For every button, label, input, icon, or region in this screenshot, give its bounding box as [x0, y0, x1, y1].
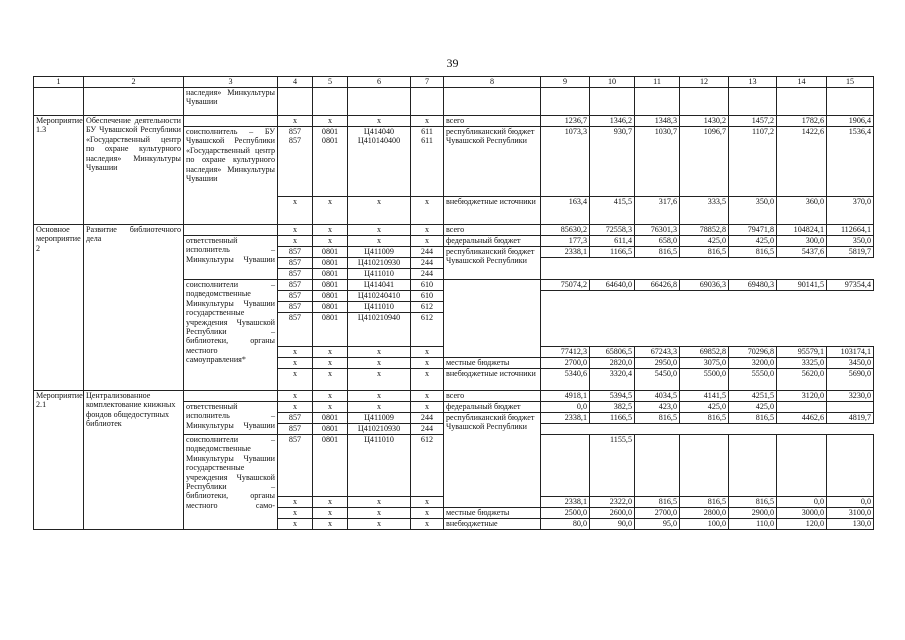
value-cell: 66426,8 — [635, 280, 680, 291]
column-header: 10 — [590, 77, 635, 88]
value-cell: 79471,8 — [729, 225, 777, 236]
value-cell: 5819,7 — [827, 247, 874, 258]
value-cell: 85630,2 — [541, 225, 590, 236]
value-cell: 112664,1 — [827, 225, 874, 236]
code-cell: 0801 — [313, 413, 348, 424]
value-cell: 5340,6 — [541, 369, 590, 391]
code-cell: 857 — [278, 291, 313, 302]
column-header: 6 — [348, 77, 411, 88]
value-cell: 80,0 — [541, 519, 590, 530]
code-cell: 612 — [411, 435, 444, 497]
value-cell: 2500,0 — [541, 508, 590, 519]
code-cell: х — [411, 497, 444, 508]
source-cell: республиканский бюджет Чувашской Республики — [444, 127, 541, 197]
column-header: 14 — [777, 77, 827, 88]
code-cell: х — [278, 225, 313, 236]
table-cell — [313, 88, 348, 116]
value-cell: 3320,4 — [590, 369, 635, 391]
value-cell: 930,7 — [590, 127, 635, 197]
value-cell: 69036,3 — [680, 280, 729, 291]
executor-cell: соисполнители – подведомственные Минкультуры Чувашии государственные учреждения Чувашской Республики – библиотеки, органы местного самоуправления* — [184, 280, 278, 391]
value-cell: 425,0 — [680, 402, 729, 413]
event-name: Развитие библиотечного дела — [84, 225, 184, 391]
column-header: 1 — [34, 77, 84, 88]
value-cell: 1236,7 — [541, 116, 590, 127]
code-cell: х — [313, 347, 348, 358]
code-cell: 244 — [411, 247, 444, 258]
table-cell — [590, 88, 635, 116]
column-header: 4 — [278, 77, 313, 88]
column-header: 15 — [827, 77, 874, 88]
value-cell: 90141,5 — [777, 280, 827, 291]
table-cell — [635, 88, 680, 116]
page-number: 39 — [446, 56, 459, 70]
code-cell: х — [278, 236, 313, 247]
value-cell: 370,0 — [827, 197, 874, 225]
value-cell: 4918,1 — [541, 391, 590, 402]
code-cell: 612 — [411, 302, 444, 313]
table-cell — [444, 88, 541, 116]
code-cell: х — [313, 508, 348, 519]
code-cell: х — [313, 497, 348, 508]
code-cell: 244 — [411, 413, 444, 424]
code-cell: х — [348, 497, 411, 508]
value-cell: 90,0 — [590, 519, 635, 530]
value-cell: 1348,3 — [635, 116, 680, 127]
value-cell: 350,0 — [827, 236, 874, 247]
code-cell: 610 — [411, 291, 444, 302]
code-cell: х — [348, 236, 411, 247]
code-cell: х — [411, 197, 444, 225]
value-cell: 2900,0 — [729, 508, 777, 519]
code-cell: х — [278, 508, 313, 519]
value-cell: 110,0 — [729, 519, 777, 530]
code-cell: 611 611 — [411, 127, 444, 197]
value-cell: 1030,7 — [635, 127, 680, 197]
code-cell: х — [348, 519, 411, 530]
value-cell: 5620,0 — [777, 369, 827, 391]
code-cell: х — [348, 402, 411, 413]
value-cell: 76301,3 — [635, 225, 680, 236]
value-cell: 3230,0 — [827, 391, 874, 402]
table-cell — [184, 391, 278, 402]
code-cell: х — [348, 358, 411, 369]
value-cell: 3325,0 — [777, 358, 827, 369]
code-cell: Ц411010 — [348, 302, 411, 313]
value-cell — [635, 435, 680, 497]
code-cell: 857 — [278, 435, 313, 497]
value-cell: 5500,0 — [680, 369, 729, 391]
code-cell: Ц410210930 — [348, 258, 411, 269]
code-cell: 857 — [278, 280, 313, 291]
table-cell — [444, 280, 541, 358]
table-row — [34, 391, 874, 402]
value-cell: 0,0 — [827, 497, 874, 508]
value-cell: 70296,8 — [729, 347, 777, 358]
code-cell: х — [313, 391, 348, 402]
source-cell: местные бюджеты — [444, 358, 541, 369]
column-header: 2 — [84, 77, 184, 88]
code-cell: 0801 — [313, 280, 348, 291]
code-cell: 0801 0801 — [313, 127, 348, 197]
code-cell: х — [411, 347, 444, 358]
value-cell: 3075,0 — [680, 358, 729, 369]
executor-cell: ответственный исполнитель – Минкультуры Чувашии — [184, 402, 278, 435]
code-cell: х — [348, 508, 411, 519]
value-cell: 1155,5 — [590, 435, 635, 497]
value-cell: 69852,8 — [680, 347, 729, 358]
table-cell — [680, 88, 729, 116]
value-cell: 816,5 — [680, 413, 729, 424]
value-cell: 2338,1 — [541, 247, 590, 258]
code-cell: х — [411, 225, 444, 236]
value-cell: 816,5 — [635, 497, 680, 508]
code-cell: 610 — [411, 280, 444, 291]
value-cell: 3000,0 — [777, 508, 827, 519]
value-cell: 1906,4 — [827, 116, 874, 127]
value-cell: 0,0 — [541, 402, 590, 413]
budget-table — [33, 76, 874, 530]
value-cell: 5450,0 — [635, 369, 680, 391]
code-cell: 857 — [278, 413, 313, 424]
code-cell: х — [278, 497, 313, 508]
code-cell: х — [348, 116, 411, 127]
table-cell — [184, 225, 278, 236]
value-cell: 64640,0 — [590, 280, 635, 291]
executor-cell: наследия» Минкультуры Чувашии — [184, 88, 278, 116]
value-cell: 4034,5 — [635, 391, 680, 402]
code-cell: х — [348, 369, 411, 391]
code-cell: х — [348, 391, 411, 402]
code-cell: х — [313, 116, 348, 127]
source-cell: республиканский бюджет Чувашской Республики — [444, 413, 541, 508]
value-cell: 4819,7 — [827, 413, 874, 424]
value-cell: 4462,6 — [777, 413, 827, 424]
value-cell: 658,0 — [635, 236, 680, 247]
code-cell: х — [411, 391, 444, 402]
source-cell: внебюджетные источники — [444, 369, 541, 391]
value-cell: 425,0 — [680, 236, 729, 247]
code-cell: 857 — [278, 313, 313, 347]
column-header: 11 — [635, 77, 680, 88]
value-cell: 1166,5 — [590, 247, 635, 258]
code-cell: х — [411, 519, 444, 530]
value-cell: 177,3 — [541, 236, 590, 247]
value-cell: 816,5 — [729, 247, 777, 258]
table-cell — [729, 88, 777, 116]
source-cell: местные бюджеты — [444, 508, 541, 519]
code-cell: 244 — [411, 258, 444, 269]
value-cell: 2700,0 — [635, 508, 680, 519]
value-cell: 300,0 — [777, 236, 827, 247]
code-cell: х — [411, 236, 444, 247]
code-cell: Ц411009 — [348, 413, 411, 424]
code-cell: х — [278, 358, 313, 369]
value-cell: 69480,3 — [729, 280, 777, 291]
code-cell: х — [313, 358, 348, 369]
value-cell: 2600,0 — [590, 508, 635, 519]
code-cell: 0801 — [313, 258, 348, 269]
event-title: Мероприятие 2.1 — [34, 391, 84, 530]
value-cell: 2820,0 — [590, 358, 635, 369]
code-cell: х — [278, 116, 313, 127]
column-header: 12 — [680, 77, 729, 88]
code-cell: Ц411009 — [348, 247, 411, 258]
column-header: 7 — [411, 77, 444, 88]
table-cell — [34, 88, 84, 116]
code-cell: Ц410240410 — [348, 291, 411, 302]
table-row — [34, 77, 874, 88]
value-cell: 317,6 — [635, 197, 680, 225]
code-cell: х — [313, 225, 348, 236]
value-cell: 4251,5 — [729, 391, 777, 402]
value-cell: 3120,0 — [777, 391, 827, 402]
value-cell — [729, 435, 777, 497]
source-cell: внебюджетные источники — [444, 197, 541, 225]
code-cell: х — [278, 347, 313, 358]
value-cell: 415,5 — [590, 197, 635, 225]
value-cell: 1166,5 — [590, 413, 635, 424]
value-cell: 816,5 — [635, 247, 680, 258]
value-cell: 423,0 — [635, 402, 680, 413]
code-cell: х — [411, 358, 444, 369]
executor-cell: соисполнители – подведомственные Минкультуры Чувашии государственные учреждения Чувашской Республики – библиотеки, органы местного само- — [184, 435, 278, 530]
executor-cell: соисполнитель – БУ Чувашской Республики «Государственный центр по охране культурного наследия» Минкультуры Чувашии — [184, 127, 278, 225]
code-cell: 857 — [278, 269, 313, 280]
value-cell: 1422,6 — [777, 127, 827, 197]
value-cell: 816,5 — [680, 247, 729, 258]
table-cell — [827, 88, 874, 116]
value-cell: 382,5 — [590, 402, 635, 413]
code-cell: х — [348, 197, 411, 225]
code-cell: х — [278, 391, 313, 402]
code-cell: 857 — [278, 247, 313, 258]
value-cell: 2950,0 — [635, 358, 680, 369]
code-cell: х — [313, 236, 348, 247]
code-cell: 0801 — [313, 302, 348, 313]
value-cell: 1430,2 — [680, 116, 729, 127]
table-row — [34, 88, 874, 116]
value-cell: 77412,3 — [541, 347, 590, 358]
value-cell: 103174,1 — [827, 347, 874, 358]
value-cell: 2800,0 — [680, 508, 729, 519]
code-cell: Ц410210940 — [348, 313, 411, 347]
code-cell: 0801 — [313, 435, 348, 497]
value-cell: 130,0 — [827, 519, 874, 530]
value-cell: 2322,0 — [590, 497, 635, 508]
value-cell: 5690,0 — [827, 369, 874, 391]
code-cell: х — [313, 519, 348, 530]
value-cell: 333,5 — [680, 197, 729, 225]
value-cell: 95,0 — [635, 519, 680, 530]
code-cell: х — [348, 225, 411, 236]
column-header: 3 — [184, 77, 278, 88]
value-cell — [541, 435, 590, 497]
value-cell: 65806,5 — [590, 347, 635, 358]
table-cell — [411, 88, 444, 116]
value-cell: 78852,8 — [680, 225, 729, 236]
code-cell: 0801 — [313, 269, 348, 280]
value-cell: 95579,1 — [777, 347, 827, 358]
value-cell: 75074,2 — [541, 280, 590, 291]
value-cell: 5550,0 — [729, 369, 777, 391]
source-cell: федеральный бюджет — [444, 402, 541, 413]
value-cell: 1096,7 — [680, 127, 729, 197]
value-cell: 816,5 — [635, 413, 680, 424]
column-header: 5 — [313, 77, 348, 88]
value-cell: 97354,4 — [827, 280, 874, 291]
table-cell — [84, 88, 184, 116]
value-cell: 425,0 — [729, 236, 777, 247]
value-cell: 3200,0 — [729, 358, 777, 369]
code-cell: Ц410210930 — [348, 424, 411, 435]
code-cell: х — [278, 519, 313, 530]
value-cell: 67243,3 — [635, 347, 680, 358]
code-cell: 857 — [278, 258, 313, 269]
column-header: 13 — [729, 77, 777, 88]
table-cell — [348, 88, 411, 116]
table-cell — [541, 88, 590, 116]
value-cell — [777, 402, 827, 413]
event-name: Централизованное комплектование книжных фондов общедоступных библиотек — [84, 391, 184, 530]
code-cell: Ц411010 — [348, 269, 411, 280]
value-cell: 425,0 — [729, 402, 777, 413]
code-cell: х — [278, 402, 313, 413]
code-cell: Ц411010 — [348, 435, 411, 497]
table-row — [34, 116, 874, 127]
value-cell: 163,4 — [541, 197, 590, 225]
table-cell — [777, 88, 827, 116]
value-cell: 1536,4 — [827, 127, 874, 197]
code-cell: х — [411, 369, 444, 391]
value-cell: 2338,1 — [541, 413, 590, 424]
code-cell: х — [278, 197, 313, 225]
value-cell: 350,0 — [729, 197, 777, 225]
code-cell: х — [411, 402, 444, 413]
value-cell: 100,0 — [680, 519, 729, 530]
code-cell: 857 857 — [278, 127, 313, 197]
code-cell: х — [411, 116, 444, 127]
source-cell: всего — [444, 391, 541, 402]
value-cell: 3100,0 — [827, 508, 874, 519]
code-cell: 0801 — [313, 313, 348, 347]
code-cell: 0801 — [313, 424, 348, 435]
value-cell: 1457,2 — [729, 116, 777, 127]
table-row — [34, 225, 874, 236]
code-cell: х — [313, 402, 348, 413]
executor-cell: ответственный исполнитель – Минкультуры Чувашии — [184, 236, 278, 280]
code-cell: 0801 — [313, 291, 348, 302]
value-cell: 1346,2 — [590, 116, 635, 127]
code-cell: х — [348, 347, 411, 358]
value-cell: 0,0 — [777, 497, 827, 508]
event-title: Основное мероприятие 2 — [34, 225, 84, 391]
value-cell: 104824,1 — [777, 225, 827, 236]
code-cell: х — [313, 369, 348, 391]
value-cell: 5437,6 — [777, 247, 827, 258]
value-cell — [777, 435, 827, 497]
value-cell: 816,5 — [729, 497, 777, 508]
code-cell: 857 — [278, 302, 313, 313]
value-cell — [827, 402, 874, 413]
value-cell — [680, 435, 729, 497]
column-header: 9 — [541, 77, 590, 88]
source-cell: всего — [444, 116, 541, 127]
value-cell: 5394,5 — [590, 391, 635, 402]
code-cell: Ц414041 — [348, 280, 411, 291]
source-cell: федеральный бюджет — [444, 236, 541, 247]
column-header: 8 — [444, 77, 541, 88]
value-cell: 816,5 — [680, 497, 729, 508]
value-cell: 2338,1 — [541, 497, 590, 508]
code-cell: 244 — [411, 269, 444, 280]
code-cell: 244 — [411, 424, 444, 435]
value-cell: 816,5 — [729, 413, 777, 424]
value-cell — [827, 435, 874, 497]
source-cell: внебюджетные — [444, 519, 541, 530]
value-cell: 4141,5 — [680, 391, 729, 402]
value-cell: 1107,2 — [729, 127, 777, 197]
code-cell: х — [278, 369, 313, 391]
table-cell — [278, 88, 313, 116]
code-cell: 0801 — [313, 247, 348, 258]
value-cell: 120,0 — [777, 519, 827, 530]
value-cell: 360,0 — [777, 197, 827, 225]
value-cell: 72558,3 — [590, 225, 635, 236]
value-cell: 611,4 — [590, 236, 635, 247]
event-title: Мероприятие 1.3 — [34, 116, 84, 225]
value-cell: 3450,0 — [827, 358, 874, 369]
code-cell: 612 — [411, 313, 444, 347]
source-cell: всего — [444, 225, 541, 236]
value-cell: 1782,6 — [777, 116, 827, 127]
code-cell: Ц414040 Ц410140400 — [348, 127, 411, 197]
source-cell: республиканский бюджет Чувашской Республики — [444, 247, 541, 280]
code-cell: х — [313, 197, 348, 225]
code-cell: 857 — [278, 424, 313, 435]
code-cell: х — [411, 508, 444, 519]
event-name: Обеспечение деятельности БУ Чувашской Республики «Государственный центр по охране культурного наследия» Минкультуры Чувашии — [84, 116, 184, 225]
value-cell: 2700,0 — [541, 358, 590, 369]
value-cell: 1073,3 — [541, 127, 590, 197]
table-cell — [184, 116, 278, 127]
